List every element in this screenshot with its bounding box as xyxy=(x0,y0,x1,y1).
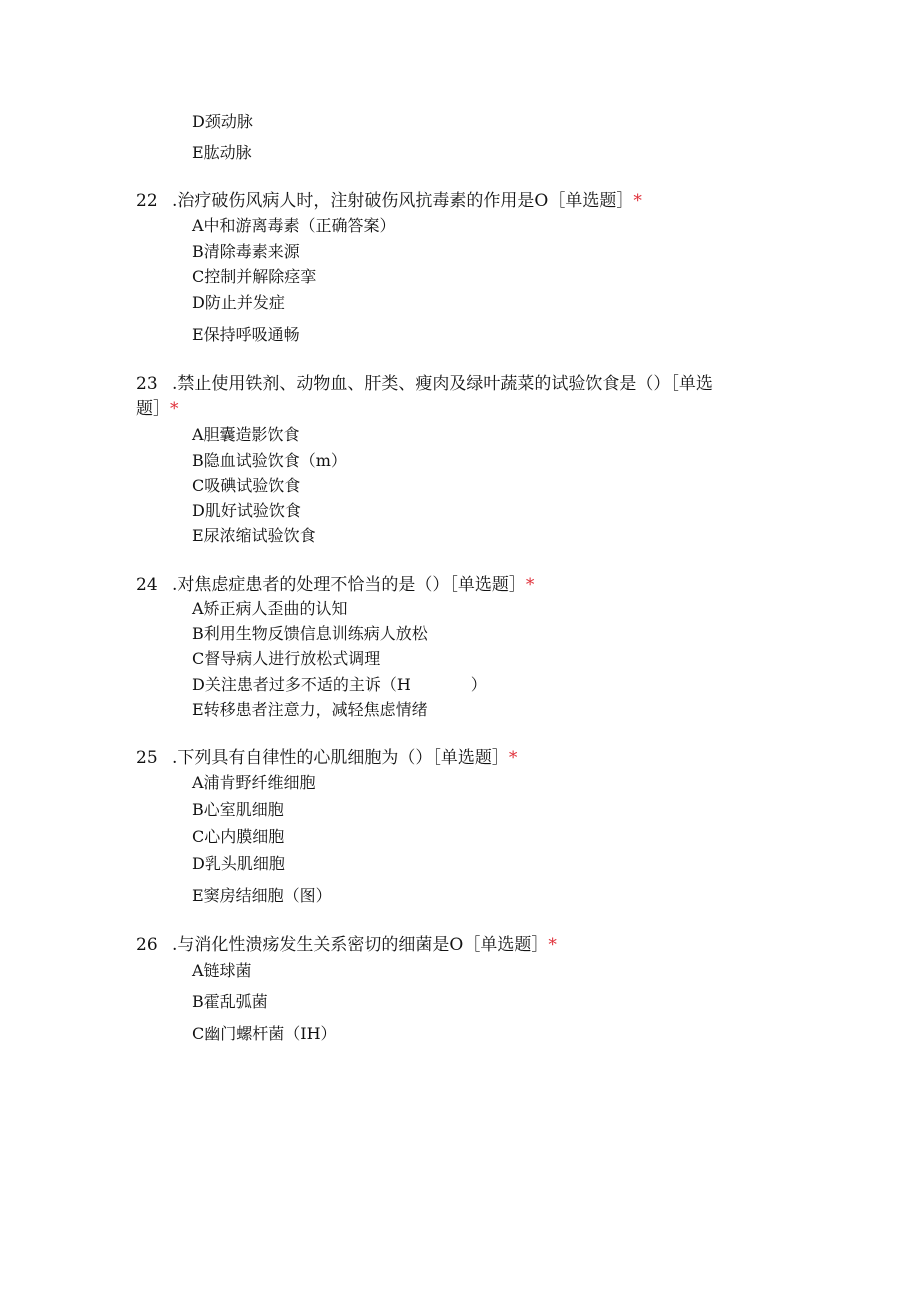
option-a: A链球菌 xyxy=(192,961,252,980)
question-text: .与消化性溃疡发生关系密切的细菌是O［单选题］ xyxy=(172,935,549,955)
question-23 xyxy=(136,372,713,396)
question-text: .禁止使用铁剂、动物血、肝类、瘦肉及绿叶蔬菜的试验饮食是（）［单选 xyxy=(172,374,713,394)
option-a: A中和游离毒素（正确答案） xyxy=(192,216,396,235)
option-c: C吸碘试验饮食 xyxy=(192,476,301,495)
option-c: C幽门螺杆菌（IH） xyxy=(192,1024,337,1043)
question-22 xyxy=(136,189,642,213)
question-26 xyxy=(136,933,557,957)
question-text: .下列具有自律性的心肌细胞为（）［单选题］ xyxy=(172,748,509,768)
option-d-close: ） xyxy=(470,675,487,694)
option-d xyxy=(192,675,487,695)
question-23-continuation xyxy=(136,397,179,421)
required-star-icon: * xyxy=(548,935,557,955)
option-a: A胆囊造影饮食 xyxy=(192,425,300,444)
required-star-icon: * xyxy=(633,191,642,211)
required-star-icon: * xyxy=(170,399,179,419)
option-e: E保持呼吸通畅 xyxy=(192,325,300,344)
option-c: C督导病人进行放松式调理 xyxy=(192,649,381,668)
option-b: B心室肌细胞 xyxy=(192,800,284,819)
question-text: .对焦虑症患者的处理不恰当的是（）［单选题］ xyxy=(172,575,526,595)
option-b: B霍乱弧菌 xyxy=(192,992,268,1011)
required-star-icon: * xyxy=(508,748,518,768)
question-number: 23 xyxy=(136,374,158,394)
option-a: A浦肯野纤维细胞 xyxy=(192,773,316,792)
option-d: D肌好试验饮食 xyxy=(192,501,301,520)
option-e: E窦房结细胞（图） xyxy=(192,886,332,905)
option-d: D乳头肌细胞 xyxy=(192,854,285,873)
question-24 xyxy=(136,573,534,597)
option-b: B清除毒素来源 xyxy=(192,242,300,261)
option-b: B利用生物反馈信息训练病人放松 xyxy=(192,624,428,643)
question-number: 26 xyxy=(136,935,158,955)
option-c: C心内膜细胞 xyxy=(192,827,285,846)
option-e: E尿浓缩试验饮食 xyxy=(192,526,316,545)
question-number: 24 xyxy=(136,575,158,595)
required-star-icon: * xyxy=(525,575,535,595)
question-text: .治疗破伤风病人时，注射破伤风抗毒素的作用是O［单选题］ xyxy=(172,191,634,211)
question-text-cont: 题］ xyxy=(136,399,170,419)
option-b: B隐血试验饮食（m） xyxy=(192,451,347,470)
option-d-text: D关注患者过多不适的主诉（H xyxy=(192,675,411,694)
option-a: A矫正病人歪曲的认知 xyxy=(192,599,348,618)
question-number: 25 xyxy=(136,748,158,768)
question-25 xyxy=(136,746,517,770)
option-e: E转移患者注意力，减轻焦虑情绪 xyxy=(192,700,428,719)
option-d: D颈动脉 xyxy=(192,112,253,131)
question-number: 22 xyxy=(136,191,158,211)
option-e: E肱动脉 xyxy=(192,143,252,162)
option-d: D防止并发症 xyxy=(192,293,285,312)
option-c: C控制并解除痉挛 xyxy=(192,267,317,286)
